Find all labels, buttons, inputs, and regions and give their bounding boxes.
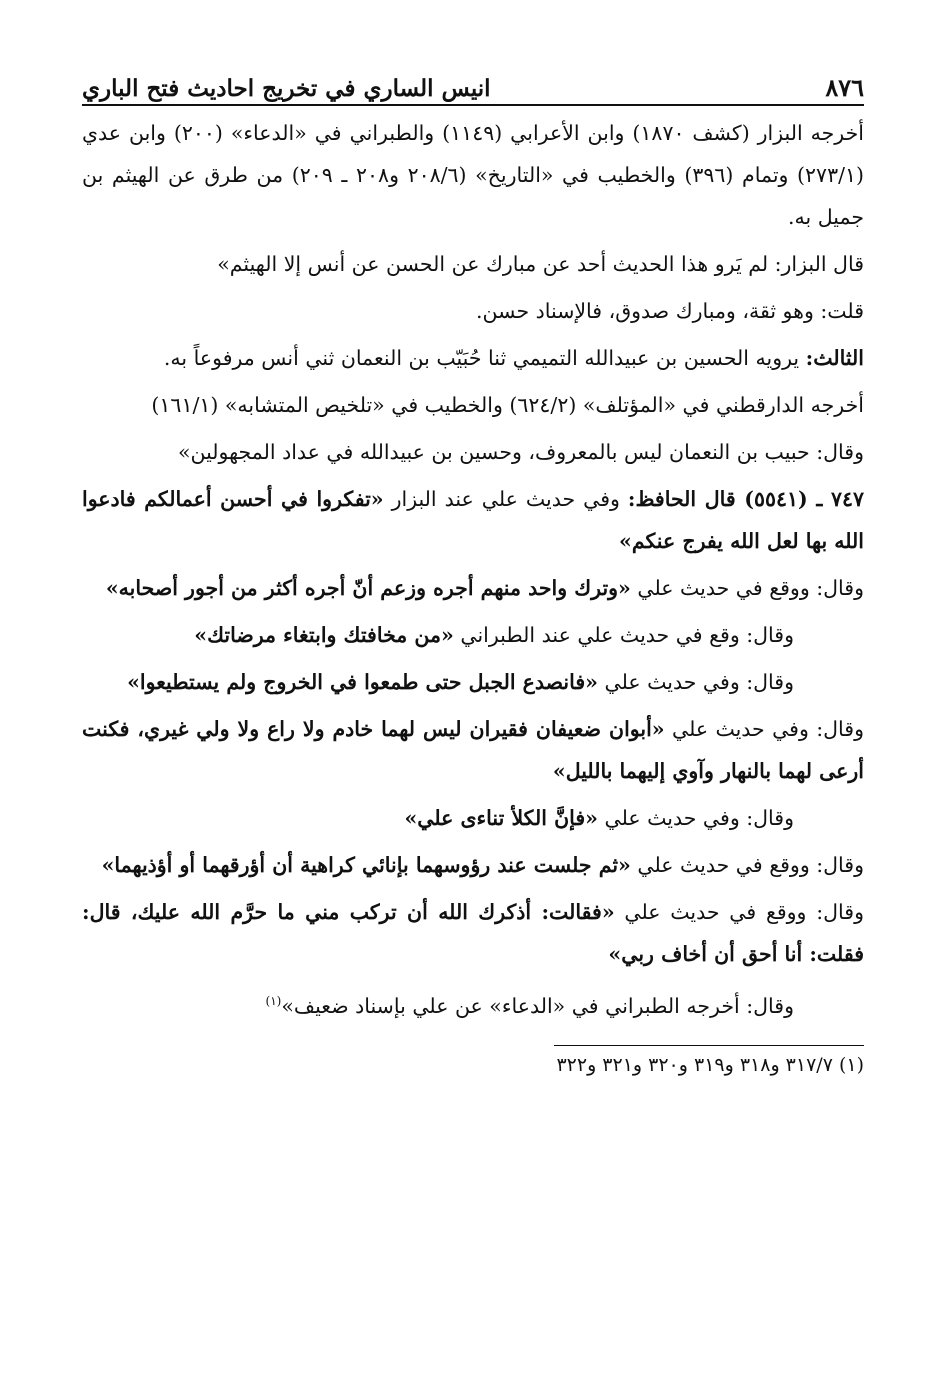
saying [82,797,864,839]
book-page [82,62,864,1076]
closing-paragraph [82,980,864,1027]
saying-intro: وقال: وفي حديث علي [671,717,864,741]
paragraph-text: قلت: وهو ثقة، ومبارك صدوق، فالإسناد حسن. [476,299,864,323]
saying-intro: وقال: ووقع في حديث علي [624,900,864,924]
hadith-intro: وفي حديث علي عند البزار [391,487,620,511]
saying [82,891,864,975]
hadith-entry [82,478,864,562]
saying-quote: «أبوان ضعيفان فقيران ليس لهما خادم ولا راع ولا ولي غيري، فكنت أرعى لهما بالنهار وآوي إليهما بالليل» [82,717,864,783]
hadith-number: ٧٤٧ ـ (٥٥٤١) قال الحافظ: [627,487,864,511]
paragraph [82,243,864,285]
saying [82,614,864,656]
hadith-quote: «تفكروا في أحسن أعمالكم فادعوا الله بها لعل الله يفرج عنكم» [82,487,864,553]
saying [82,567,864,609]
paragraph [82,290,864,332]
page-header [82,62,864,106]
closing-text: وقال: أخرجه الطبراني في «الدعاء» عن علي بإسناد ضعيف» [281,993,794,1018]
saying [82,661,864,703]
paragraph-text: أخرجه الدارقطني في «المؤتلف» (٦٢٤/٢) والخطيب في «تلخيص المتشابه» (١٦١/١) [151,393,864,417]
saying-quote: «فانصدع الجبل حتى طمعوا في الخروج ولم يستطيعوا» [127,670,598,694]
saying-quote: «ثم جلست عند رؤوسهما بإنائي كراهية أن أؤرقهما أو أؤذيهما» [101,853,631,877]
saying-quote: «فإنَّ الكلأ تناءى علي» [404,806,598,830]
saying-quote: «من مخافتك وابتغاء مرضاتك» [194,623,454,647]
paragraph [82,337,864,379]
saying-intro: وقال: ووقع في حديث علي [637,853,864,877]
saying-intro: وقال: وفي حديث علي [604,670,794,694]
footnote-divider [554,1045,864,1046]
saying-intro: وقال: ووقع في حديث علي [637,576,864,600]
paragraph-text: قال البزار: لم يَرو هذا الحديث أحد عن مبارك عن الحسن عن أنس إلا الهيثم» [217,252,864,276]
paragraph-text: يرويه الحسين بن عبيدالله التميمي ثنا حُبَيّب بن النعمان ثني أنس مرفوعاً به. [163,346,800,370]
saying [82,708,864,792]
saying [82,844,864,886]
page-body [82,112,864,1027]
paragraph-text: أخرجه البزار (كشف ١٨٧٠) وابن الأعرابي (١١٤٩) والطبراني في «الدعاء» (٢٠٠) وابن عدي (٢٧٣/١) وتمام (٣٩٦) والخطيب في «التاريخ» (٢٠٨/٦ و٢٠٨ ـ ٢٠٩) من طرق عن الهيثم بن جميل به. [82,121,864,229]
paragraph-lead: الثالث: [805,346,864,370]
saying-intro: وقال: وقع في حديث علي عند الطبراني [460,623,794,647]
paragraph [82,112,864,238]
footnote: (١) ٣١٧/٧ و٣١٨ و٣١٩ و٣٢٠ و٣٢١ و٣٢٢ [556,1053,864,1076]
paragraph [82,384,864,426]
saying-quote: «فقالت: أذكرك الله أن تركب مني ما حرَّم الله عليك، قال: فقلت: أنا أحق أن أخاف ربي» [82,900,864,966]
footnote-marker: (١) [265,994,282,1008]
saying-quote: «وترك واحد منهم أجره وزعم أنّ أجره أكثر من أجور أصحابه» [105,576,631,600]
page-number: ٨٧٦ [825,73,864,102]
running-title: انيس الساري في تخريج احاديث فتح الباري [82,75,491,102]
paragraph-text: وقال: حبيب بن النعمان ليس بالمعروف، وحسين بن عبيدالله في عداد المجهولين» [177,440,864,464]
paragraph [82,431,864,473]
saying-intro: وقال: وفي حديث علي [604,806,794,830]
